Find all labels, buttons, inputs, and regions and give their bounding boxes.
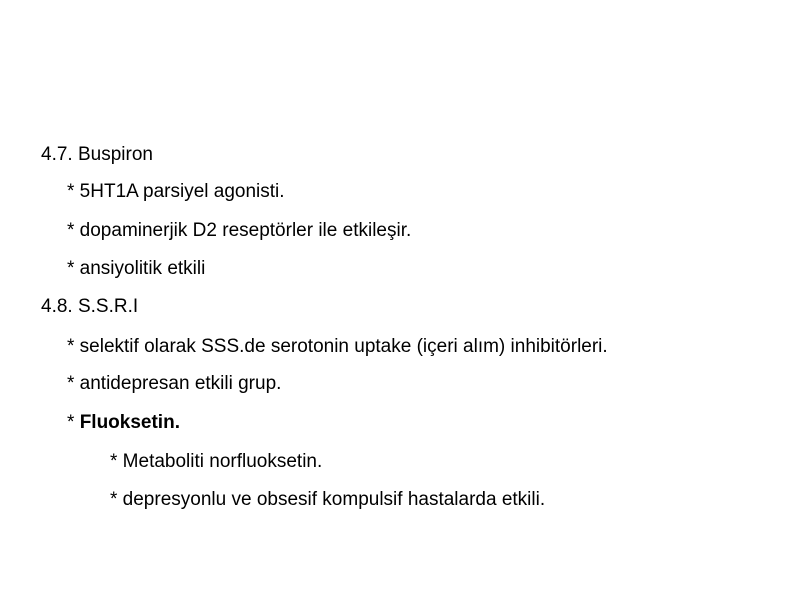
bullet-fluoksetin-prefix: * xyxy=(67,412,80,433)
section-heading-ssri: 4.8. S.S.R.I xyxy=(41,296,139,317)
bullet-5ht1a: * 5HT1A parsiyel agonisti. xyxy=(67,181,285,202)
fluoksetin-term: Fluoksetin. xyxy=(79,412,180,433)
bullet-ansiyolitik: * ansiyolitik etkili xyxy=(67,258,206,279)
bullet-dopaminerjik: * dopaminerjik D2 reseptörler ile etkileşir. xyxy=(67,220,412,241)
bullet-fluoksetin xyxy=(67,412,180,434)
subbullet-depresyonlu: * depresyonlu ve obsesif kompulsif hastalarda etkili. xyxy=(110,489,546,510)
subbullet-metaboliti: * Metaboliti norfluoksetin. xyxy=(110,451,323,472)
bullet-antidepresan: * antidepresan etkili grup. xyxy=(67,373,282,394)
section-heading-buspiron: 4.7. Buspiron xyxy=(41,144,153,165)
bullet-selektif: * selektif olarak SSS.de serotonin uptake (içeri alım) inhibitörleri. xyxy=(67,336,608,357)
